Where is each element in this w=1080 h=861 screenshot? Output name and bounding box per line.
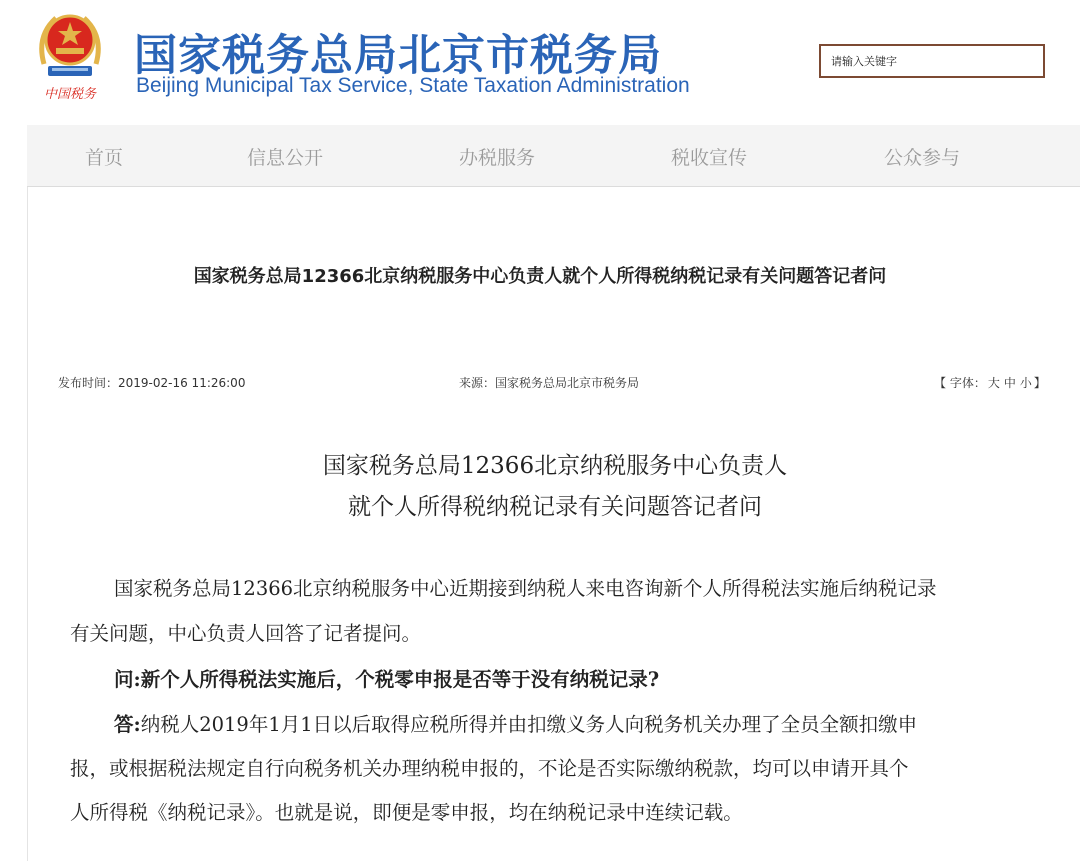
article-title-line-2: 就个人所得税纳税记录有关问题答记者问 xyxy=(348,494,762,520)
question-1 xyxy=(70,661,1048,699)
paragraph-text: 国家税务总局12366北京纳税服务中心近期接到纳税人来电咨询新个人所得税法实施后纳税记录 xyxy=(114,577,937,600)
page-title: 国家税务总局12366北京纳税服务中心负责人就个人所得税纳税记录有关问题答记者问 xyxy=(193,266,887,287)
main-nav xyxy=(27,125,1080,187)
font-size-suffix: 】 xyxy=(1033,376,1046,390)
font-size-medium-button[interactable]: 中 xyxy=(1003,376,1016,390)
site-subtitle: Beijing Municipal Tax Service, State Taxation Administration xyxy=(136,74,690,97)
nav-item-home[interactable]: 首页 xyxy=(85,147,124,169)
font-size-large-button[interactable]: 大 xyxy=(987,376,1000,390)
site-title[interactable]: 国家税务总局北京市税务局 xyxy=(134,31,662,81)
font-size-small-button[interactable]: 小 xyxy=(1019,376,1032,390)
answer-1-line-2: 报，或根据税法规定自行向税务机关办理纳税申报的，不论是否实际缴纳税款，均可以申请开具个 xyxy=(70,757,909,780)
site-header xyxy=(0,0,1080,125)
answer-1-line-3: 人所得税《纳税记录》。也就是说，即便是零申报，均在纳税记录中连续记载。 xyxy=(70,801,743,824)
answer-label: 答: xyxy=(114,713,141,736)
tax-emblem-icon[interactable] xyxy=(34,6,106,104)
nav-item-info-disclosure[interactable]: 信息公开 xyxy=(247,147,324,169)
answer-text: 纳税人2019年1月1日以后取得应税所得并由扣缴义务人向税务机关办理了全员全额扣缴申 xyxy=(140,713,918,736)
search-input[interactable] xyxy=(819,44,1045,78)
answer-1-line-1 xyxy=(70,706,1048,744)
nav-item-tax-publicity[interactable]: 税收宣传 xyxy=(671,147,748,169)
nav-item-tax-services[interactable]: 办税服务 xyxy=(459,147,536,169)
paragraph-intro-line-1 xyxy=(70,570,1048,608)
article-title-line-1: 国家税务总局12366北京纳税服务中心负责人 xyxy=(322,453,788,479)
article-source: 来源：国家税务总局北京市税务局 xyxy=(459,376,640,390)
nav-item-public-participation[interactable]: 公众参与 xyxy=(884,147,961,169)
emblem-label: 中国税务 xyxy=(43,87,97,102)
publish-time: 发布时间：2019-02-16 11:26:00 xyxy=(58,376,246,390)
paragraph-intro-line-2: 有关问题，中心负责人回答了记者提问。 xyxy=(70,622,422,645)
question-text: 问:新个人所得税法实施后，个税零申报是否等于没有纳税记录? xyxy=(114,668,660,691)
font-size-prefix: 【 字体： xyxy=(934,376,986,390)
font-size-control xyxy=(934,374,1046,391)
